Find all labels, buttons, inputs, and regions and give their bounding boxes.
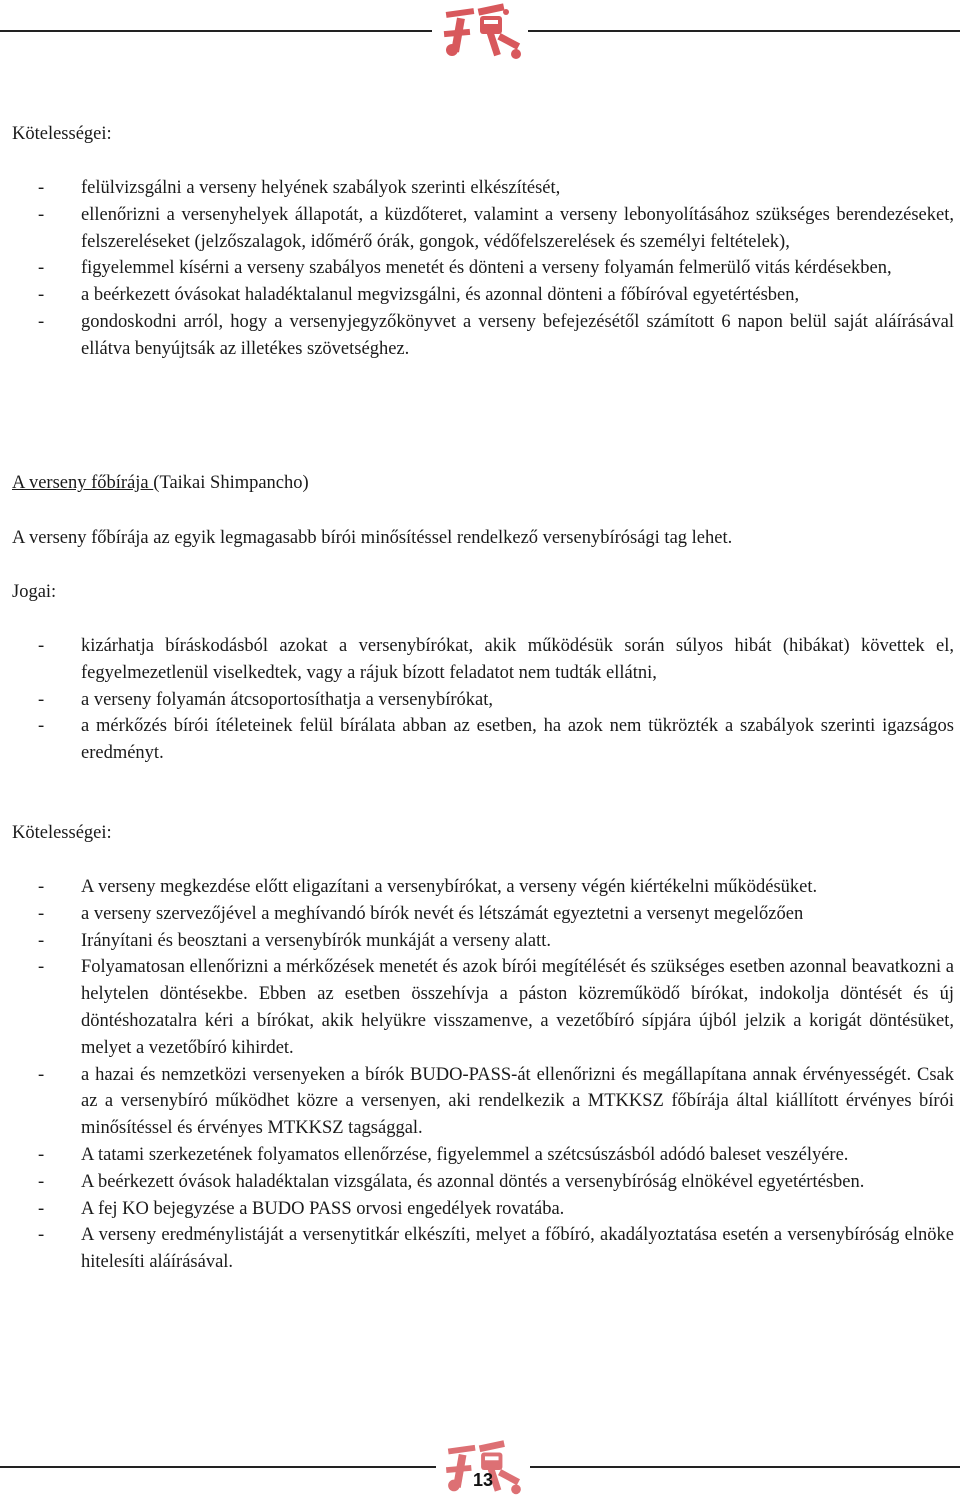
list-item-text: A beérkezett óvások haladéktalan vizsgálata, és azonnal döntés a versenybíróság elnökével egyetértésben.: [81, 1171, 865, 1192]
rights-heading: Jogai:: [12, 582, 57, 602]
list-item: [12, 175, 954, 202]
list-item: [12, 901, 954, 928]
list-item: [12, 713, 954, 767]
bullet-dash: -: [38, 178, 45, 198]
bullet-dash: -: [38, 716, 45, 737]
list-item-text: Irányítani és beosztani a versenybírók munkáját a verseny alatt.: [81, 930, 552, 951]
duties-list-2: [12, 874, 954, 1276]
list-item: [12, 282, 954, 309]
bullet-dash: -: [38, 1171, 45, 1192]
header-rule-right: [528, 30, 960, 32]
section-heading-kotelessegei: Kötelességei:: [12, 124, 112, 144]
section-title-fobiro: [12, 470, 309, 497]
bullet-dash: -: [38, 1225, 45, 1246]
list-item: [12, 928, 954, 955]
list-item: [12, 255, 954, 282]
list-item-text: a beérkezett óvásokat haladéktalanul megvizsgálni, és azonnal dönteni a főbíróval egyetértésben,: [81, 285, 800, 306]
list-item-text: A verseny megkezdése előtt eligazítani a versenybírókat, a verseny végén kiértékelni működésüket.: [81, 877, 818, 897]
header-rule-left: [0, 30, 432, 32]
list-item: [12, 874, 954, 901]
bullet-dash: -: [38, 1064, 45, 1085]
bullet-dash: -: [38, 204, 45, 225]
list-item-text: Folyamatosan ellenőrizni a mérkőzések menetét és azok bírói megítélését és szükséges esetben azonnal beavatkozni a helytelen döntésekbe. Ebben az esetben összehívja a páston közreműködő bírókat, indokolja döntését és új döntéshozatalra kéri a bírókat, akik helyükre visszamenve, a vezetőbíró sípjára újból jelzik a korigát döntésüket, melyet a vezetőbíró kihirdet.: [81, 957, 954, 1058]
duties-list-1: [12, 175, 954, 363]
bullet-dash: -: [38, 285, 45, 306]
bullet-dash: -: [38, 636, 45, 656]
bullet-dash: -: [38, 258, 45, 279]
list-item-text: figyelemmel kísérni a verseny szabályos menetét és dönteni a verseny folyamán felmerülő vitás kérdésekben,: [81, 258, 892, 279]
page-number: 13: [472, 1470, 494, 1490]
list-item: [12, 202, 954, 256]
list-item-text: a verseny szervezőjével a meghívandó bírók nevét és létszámát egyeztetni a versenyt megelőzően: [81, 903, 804, 924]
bullet-dash: -: [38, 877, 45, 897]
list-item: [12, 309, 954, 363]
list-item: [12, 1222, 954, 1276]
section-intro: A verseny főbírája az egyik legmagasabb bírói minősítéssel rendelkező versenybírósági tag lehet.: [12, 528, 733, 548]
list-item: [12, 1142, 954, 1169]
section-title-underlined: A verseny főbírája: [12, 473, 154, 493]
list-item-text: felülvizsgálni a verseny helyének szabályok szerinti elkészítését,: [81, 178, 561, 198]
bullet-dash: -: [38, 689, 45, 710]
list-item: [12, 1062, 954, 1142]
list-item: [12, 633, 954, 687]
bullet-dash: -: [38, 957, 45, 978]
list-item-text: gondoskodni arról, hogy a versenyjegyzőkönyvet a verseny befejezésétől számított 6 napon belül saját aláírásával ellátva benyújtsák az illetékes szövetséghez.: [81, 311, 954, 359]
list-item: [12, 1196, 954, 1223]
section-title-rest: (Taikai Shimpancho): [153, 473, 309, 493]
bullet-dash: -: [38, 1198, 45, 1219]
list-item-text: ellenőrizni a versenyhelyek állapotát, a küzdőteret, valamint a verseny lebonyolításához szükséges berendezéseket, felszereléseket (jelzőszalagok, időmérő órák, gongok, védőfelszerelések és személyi feltételek),: [81, 204, 954, 252]
list-item: [12, 1169, 954, 1196]
rights-list: [12, 633, 954, 767]
list-item: [12, 954, 954, 1061]
list-item-text: a hazai és nemzetközi versenyeken a bírók BUDO-PASS-át ellenőrizni és megállapítana annak érvényességét. Csak az a versenybíró működhet közre a versenyen, aki rendelkezik a MTKKSZ főbírája által kiállított érvényes bírói minősítéssel és érvényes MTKKSZ tagsággal.: [81, 1064, 954, 1139]
bullet-dash: -: [38, 930, 45, 951]
list-item: [12, 687, 954, 714]
list-item-text: A fej KO bejegyzése a BUDO PASS orvosi engedélyek rovatába.: [81, 1198, 565, 1219]
bullet-dash: -: [38, 311, 45, 332]
list-item-text: a verseny folyamán átcsoportosíthatja a versenybírókat,: [81, 689, 493, 710]
duties-heading: Kötelességei:: [12, 823, 112, 843]
list-item-text: A verseny eredménylistáját a versenytitkár elkészíti, melyet a főbíró, akadályoztatása esetén a versenybíróság elnöke hitelesíti aláírásával.: [81, 1225, 954, 1273]
bullet-dash: -: [38, 1144, 45, 1165]
header-logo-icon: [440, 0, 526, 66]
bullet-dash: -: [38, 903, 45, 924]
list-item-text: kizárhatja bíráskodásból azokat a versenybírókat, akik működésük során súlyos hibát (hibákat) követtek el, fegyelmezetlenül viselkedtek, vagy a rájuk bízott feladatot nem tudták ellátni,: [81, 636, 954, 683]
list-item-text: A tatami szerkezetének folyamatos ellenőrzése, figyelemmel a szétcsúszásból adódó baleset veszélyére.: [81, 1144, 849, 1165]
list-item-text: a mérkőzés bírói ítéleteinek felül bírálata abban az esetben, ha azok nem tükrözték a szabályok szerinti igazságos eredményt.: [81, 716, 954, 764]
